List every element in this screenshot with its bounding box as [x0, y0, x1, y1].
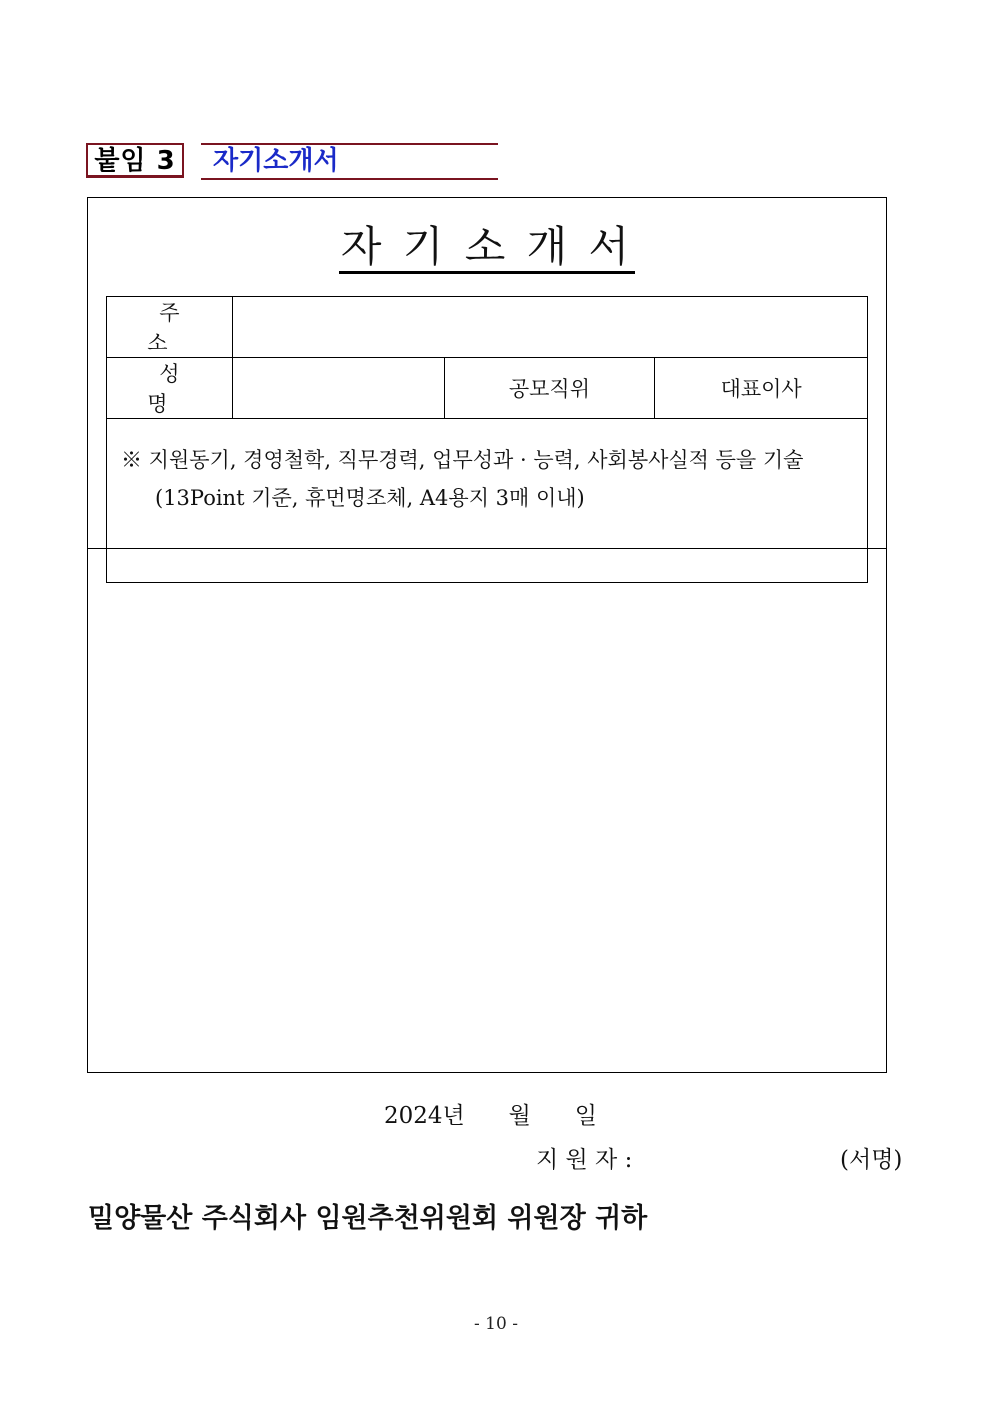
position-value: 대표이사 — [655, 358, 868, 419]
address-label: 주 소 — [107, 297, 233, 358]
name-label: 성 명 — [107, 358, 233, 419]
document-title-text: 자 기 소 개 서 — [339, 222, 635, 274]
page-number: - 10 - — [474, 1314, 518, 1334]
date-line: 2024년 월 일 — [384, 1103, 597, 1129]
attachment-tag: 붙임 3 — [86, 143, 184, 178]
name-row — [107, 358, 868, 419]
attachment-title: 자기소개서 — [201, 143, 498, 180]
address-field[interactable] — [232, 297, 867, 358]
document-title — [87, 220, 887, 274]
applicant-label: 지 원 자 : — [536, 1147, 633, 1173]
info-table — [106, 296, 868, 583]
address-row — [107, 297, 868, 358]
addressee: 밀양물산 주식회사 임원추천위원회 위원장 귀하 — [88, 1203, 648, 1234]
body-text-area[interactable] — [88, 550, 886, 1072]
position-label: 공모직위 — [444, 358, 655, 419]
signature-label: (서명) — [840, 1147, 903, 1173]
note-line-2: (13Point 기준, 휴먼명조체, A4용지 3매 이내) — [155, 486, 585, 510]
name-field[interactable] — [232, 358, 444, 419]
note-line-1: ※ 지원동기, 경영철학, 직무경력, 업무성과 · 능력, 사회봉사실적 등을 기술 — [121, 448, 804, 472]
